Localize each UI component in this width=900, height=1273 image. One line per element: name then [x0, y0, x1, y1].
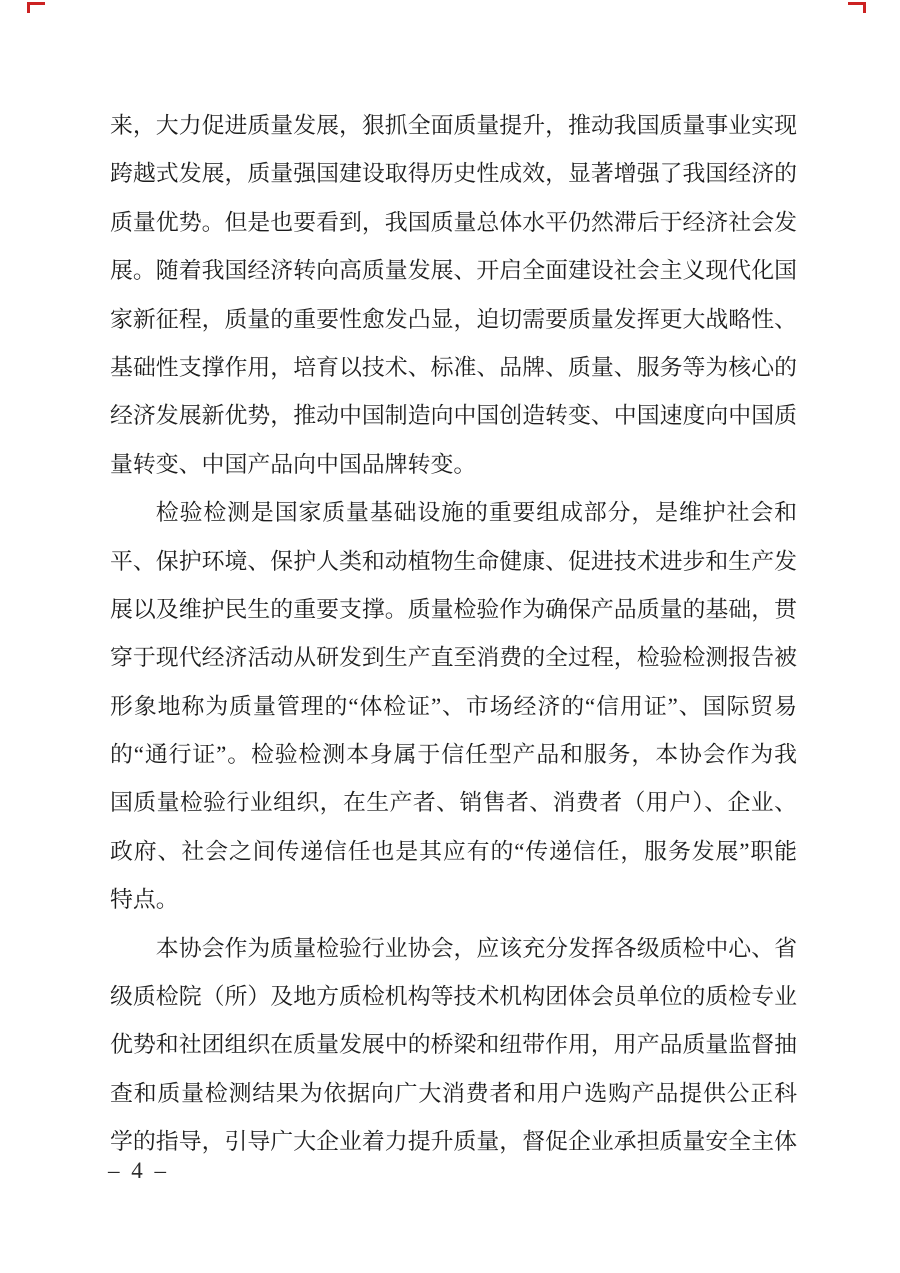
text-line: 穿于现代经济活动从研发到生产直至消费的全过程，检验检测报告被 [110, 645, 797, 671]
text-line: 质量优势。但是也要看到，我国质量总体水平仍然滞后于经济社会发 [110, 209, 797, 235]
page-number: – 4 – [108, 1158, 169, 1183]
text-line: 政府、社会之间传递信任也是其应有的“传递信任，服务发展”职能 [110, 838, 797, 864]
text-line: 跨越式发展，质量强国建设取得历史性成效，显著增强了我国经济的 [110, 161, 797, 187]
text-line: 展。随着我国经济转向高质量发展、开启全面建设社会主义现代化国 [110, 258, 797, 284]
text-line: 查和质量检测结果为依据向广大消费者和用户选购产品提供公正科 [110, 1080, 797, 1106]
text-line: 展以及维护民生的重要支撑。质量检验作为确保产品质量的基础，贯 [110, 596, 797, 622]
text-line: 家新征程，质量的重要性愈发凸显，迫切需要质量发挥更大战略性、 [110, 306, 797, 332]
red-corner-mark-right [848, 2, 866, 13]
text-line: 级质检院（所）及地方质检机构等技术机构团体会员单位的质检专业 [110, 984, 797, 1010]
text-line: 量转变、中国产品向中国品牌转变。 [110, 451, 477, 477]
text-line: 的“通行证”。检验检测本身属于信任型产品和服务，本协会作为我 [110, 742, 797, 768]
document-body [110, 102, 797, 1167]
text-line: 本协会作为质量检验行业协会，应该充分发挥各级质检中心、省 [155, 935, 797, 961]
text-line: 基础性支撑作用，培育以技术、标准、品牌、质量、服务等为核心的 [110, 354, 797, 380]
red-corner-mark-left [27, 2, 45, 13]
text-line: 学的指导，引导广大企业着力提升质量，督促企业承担质量安全主体 [110, 1129, 797, 1155]
text-line: 特点。 [110, 887, 179, 913]
text-line: 形象地称为质量管理的“体检证”、市场经济的“信用证”、国际贸易 [110, 693, 797, 719]
text-line: 平、保护环境、保护人类和动植物生命健康、促进技术进步和生产发 [110, 548, 797, 574]
text-line: 检验检测是国家质量基础设施的重要组成部分，是维护社会和 [155, 500, 797, 526]
text-line: 经济发展新优势，推动中国制造向中国创造转变、中国速度向中国质 [110, 403, 797, 429]
text-line: 来，大力促进质量发展，狠抓全面质量提升，推动我国质量事业实现 [110, 113, 797, 138]
text-line: 国质量检验行业组织，在生产者、销售者、消费者（用户）、企业、 [110, 790, 797, 816]
text-line: 优势和社团组织在质量发展中的桥梁和纽带作用，用产品质量监督抽 [110, 1032, 797, 1058]
